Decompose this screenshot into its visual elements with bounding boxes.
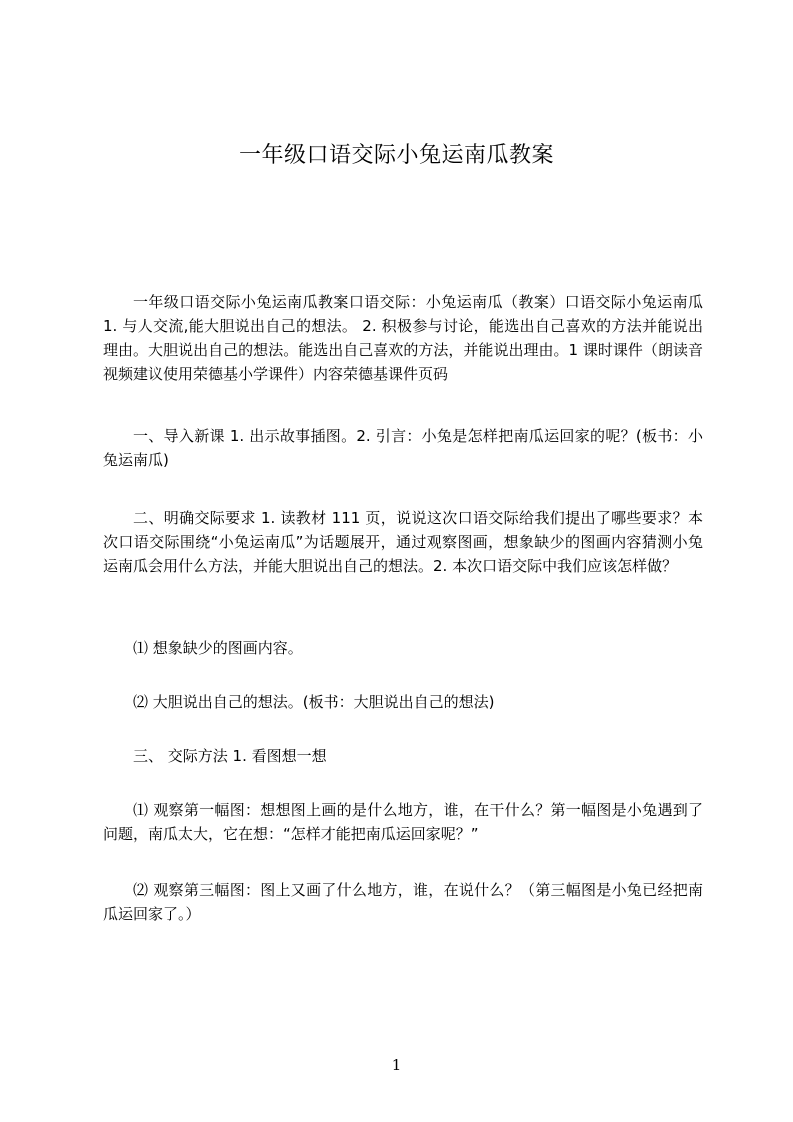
document-title: 一年级口语交际小兔运南瓜教案 — [238, 143, 554, 168]
paragraph-section-3: 三、 交际方法 1. 看图想一想 — [133, 747, 327, 765]
page-number: 1 — [391, 1056, 402, 1074]
paragraph-item-1: ⑴ 想象缺少的图画内容。 — [133, 639, 303, 657]
paragraph-item-2: ⑵ 大胆说出自己的想法。(板书：大胆说出自己的想法) — [133, 693, 495, 711]
paragraph-section-2: 二、明确交际要求 1. 读教材 111 页，说说这次口语交际给我们提出了哪些要求？本次口语交际围绕“小兔运南瓜”为话题展开，通过观察图画，想象缺少的图画内容猜测小兔运南瓜会用什么方法，并能大胆说出自己的想法。2. 本次口语交际中我们应该怎样做？ — [103, 509, 703, 575]
paragraph-observe-3: ⑵ 观察第三幅图：图上又画了什么地方，谁，在说什么？（第三幅图是小兔已经把南瓜运回家了。） — [103, 881, 703, 923]
paragraph-section-1: 一、导入新课 1. 出示故事插图。2. 引言：小兔是怎样把南瓜运回家的呢？(板书：小兔运南瓜) — [103, 427, 703, 469]
paragraph-intro: 一年级口语交际小兔运南瓜教案口语交际：小兔运南瓜（教案）口语交际小兔运南瓜 1. 与人交流,能大胆说出自己的想法。 2. 积极参与讨论，能选出自己喜欢的方法并能说出理由。大胆说出自己的想法。能选出自己喜欢的方法，并能说出理由。1 课时课件（朗读音视频建议使用荣德基小学课件）内容荣德基课件页码 — [103, 293, 703, 383]
paragraph-observe-1: ⑴ 观察第一幅图：想想图上画的是什么地方，谁，在干什么？第一幅图是小兔遇到了问题，南瓜太大，它在想：“怎样才能把南瓜运回家呢？” — [103, 801, 703, 843]
